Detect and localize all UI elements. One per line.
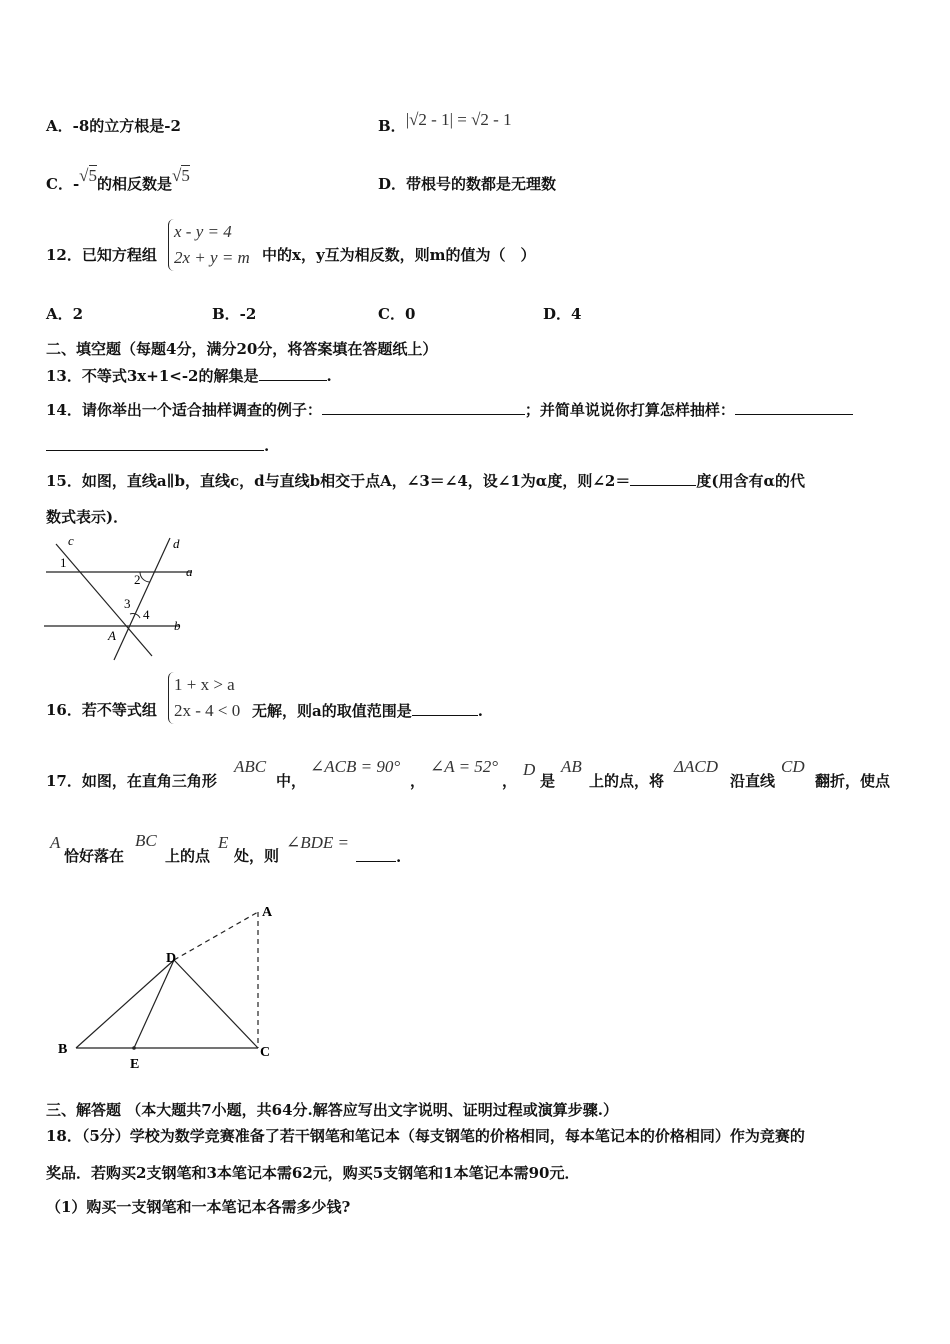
q15-text: 15．如图，直线a∥b，直线c，d与直线b相交于点A，∠3＝∠4，设∠1为α度，则∠2＝ [46,472,631,490]
segment-da-dashed [174,912,258,960]
q14-answer-blank-2 [735,400,853,415]
q17-answer [356,847,401,866]
q12-prefix: 12．已知方程组 [46,246,157,264]
q18-line2: 奖品．若购买2支钢笔和3本笔记本需62元，购买5支钢笔和1本笔记本需90元． [46,1164,580,1182]
angle-2-arc [140,572,150,582]
q16-suffix: 无解，则a的取值范围是 [252,702,412,720]
q11-option-b-formula: |√2 - 1| = √2 - 1 [405,110,512,129]
label-b: B [58,1042,68,1057]
q17-angle-bde: ∠BDE = [286,833,350,852]
q11-option-a: A．-8的立方根是-2 [46,117,181,135]
segment-de [134,960,174,1048]
q17-p6: 翻折，使点 [815,772,891,790]
segment-bd [76,960,174,1048]
label-3: 3 [124,596,131,611]
q17-acb: ∠ACB = 90° [310,757,401,776]
q17-figure [50,898,290,1074]
q14-line2 [46,436,269,455]
q16-answer-blank [412,701,478,716]
q12-equation-system [168,219,250,271]
q12-suffix: 中的x，y互为相反数，则m的值为（ ） [262,246,536,264]
label-b: b [174,618,181,633]
q17-p5: 沿直线 [730,772,776,790]
point-e-dot [132,1046,136,1050]
section-3-heading: 三、解答题 （本大题共7小题，共64分.解答应写出文字说明、证明过程或演算步骤.） [46,1101,618,1119]
label-a: A [262,905,273,920]
q13-end: . [326,367,332,385]
q17-cd: CD [781,757,805,776]
q11-option-b-label: B． [378,117,406,135]
q11-option-b [378,110,512,135]
line-d [114,538,170,660]
q13 [46,366,332,385]
label-1: 1 [60,555,67,570]
section-2-heading: 二、填空题（每题4分，满分20分，将答案填在答题纸上） [46,340,438,358]
q11-option-d: D．带根号的数都是无理数 [378,175,557,193]
q16-eq2: 2x - 4 < 0 [174,701,241,720]
q16-inequality-system [168,672,240,724]
sqrt-icon: √ [172,166,182,185]
q17-p2: 中， [276,772,307,790]
q16-suffix-line [252,701,483,720]
q12-option-a: A．2 [46,305,84,323]
label-2: 2 [134,572,141,587]
label-d: d [173,536,180,551]
q14-mid: ；并简单说说你打算怎样抽样： [524,401,735,419]
label-c: c [68,533,74,548]
q18-sub1: （1）购买一支钢笔和一本笔记本各需多少钱? [46,1198,351,1216]
label-4: 4 [143,607,150,622]
q15-answer-blank [630,471,696,486]
q16-eq1: 1 + x > a [174,675,235,694]
q14-answer-blank-1 [322,400,525,415]
q12-option-b: B．-2 [212,305,257,323]
q17-p7: 恰好落在 [64,847,125,865]
q16-end: . [477,702,483,720]
q17-comma2: ， [502,772,518,790]
q11-option-c-radicand: 5 [88,166,98,185]
label-c: C [260,1045,271,1060]
q11-option-c-text: 的相反数是 [97,175,173,193]
q17-abc: ABC [234,757,267,776]
q17-bc: BC [135,831,157,850]
q17-angle-a: ∠A = 52° [430,757,499,776]
q17-p9: 处，则 [234,847,280,865]
q14-end: . [264,437,270,455]
q17-d: D [523,760,536,779]
q15-line2: 数式表示)． [46,508,129,526]
q17-ab: AB [561,757,582,776]
q13-answer-blank [259,366,327,381]
q15-line1 [46,471,805,490]
q11-option-c-label: C．- [46,175,80,193]
q12-eq2: 2x + y = m [174,248,250,267]
label-e: E [130,1057,140,1072]
q14-line1 [46,400,853,419]
q14-text: 14．请你举出一个适合抽样调查的例子： [46,401,322,419]
q17-end: . [396,848,402,866]
q15-text-end: 度(用含有α的代 [696,472,805,490]
q11-option-c-radicand-2: 5 [181,166,190,185]
q17-answer-blank [356,847,396,862]
q17-triangle-acd: ΔACD [674,757,718,776]
q15-figure [40,532,200,664]
q12-option-d: D．4 [543,305,582,323]
q14-answer-blank-3 [46,436,264,451]
label-A: A [108,628,116,643]
q18-line1: 18．（5分）学校为数学竞赛准备了若干钢笔和笔记本（每支钢笔的价格相同，每本笔记本的价格相同）作为竞赛的 [46,1127,805,1145]
q17-point-a: A [50,833,61,852]
q13-text: 13．不等式3x+1<-2的解集是 [46,367,259,385]
q17-p1: 17．如图，在直角三角形 [46,772,217,790]
q12-option-c: C．0 [378,305,416,323]
q11-option-c [46,166,190,193]
q17-p3: 是 [540,772,556,790]
q12-eq1: x - y = 4 [174,222,232,241]
q16-prefix: 16．若不等式组 [46,701,157,719]
label-d: D [166,951,177,966]
q17-p8: 上的点 [165,847,211,865]
q17-p4: 上的点，将 [589,772,665,790]
q17-comma1: ， [410,772,426,790]
sqrt-icon: √ [79,166,89,185]
label-a: a [186,564,193,579]
angle-34-arc [130,613,140,618]
q17-point-e: E [218,833,229,852]
segment-dc [174,960,258,1048]
line-c [56,544,152,656]
